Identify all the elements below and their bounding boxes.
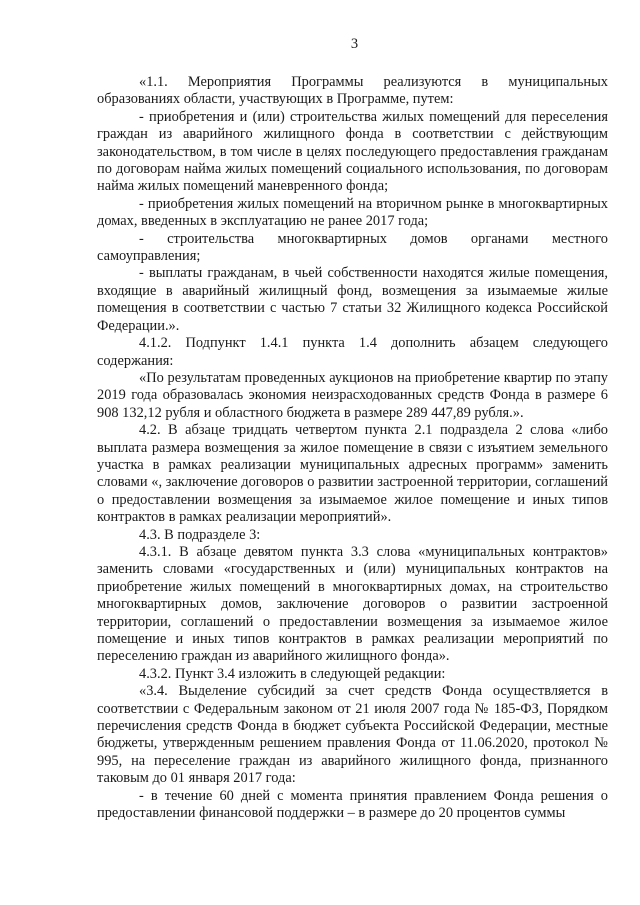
paragraph-4-3: 4.3. В подразделе 3: xyxy=(139,526,261,543)
document-body xyxy=(97,74,608,822)
paragraph-1-1-intro: «1.1. Мероприятия Программы реализуются в муниципальных образованиях области, участвующих в Программе, путем: xyxy=(97,74,608,108)
paragraph-3-4-subsidies: «3.4. Выделение субсидий за счет средств Фонда осуществляется в соответствии с Федеральным законом от 21 июля 2007 года № 185-ФЗ, Порядком перечисления средств Фонда в бюджет субъекта Российской Федерации, местные бюджеты, утвержденным решением правления Фонда от 11.06.2020, протокол № 995, на переселение граждан из аварийного жилищного фонда, признанного таковым до 01 января 2017 года: xyxy=(97,683,608,787)
paragraph-4-2: 4.2. В абзаце тридцать четвертом пункта 2.1 подраздела 2 слова «либо выплата размера возмещения за жилое помещение в связи с изъятием земельного участка в рамках реализации муниципальных адресных программ» заменить словами «, заключение договоров о развитии застроенной территории, соглашений о предоставлении возмещения за изымаемое жилое помещение и иных типов контрактов в рамках реализации мероприятий». xyxy=(97,422,608,526)
paragraph-4-1-2: 4.1.2. Подпункт 1.4.1 пункта 1.4 дополнить абзацем следующего содержания: xyxy=(97,335,608,369)
page-number: 3 xyxy=(350,36,359,52)
paragraph-bullet-60-days: - в течение 60 дней с момента принятия правлением Фонда решения о предоставлении финансовой поддержки – в размере до 20 процентов суммы xyxy=(97,787,608,822)
paragraph-bullet-secondary-market: - приобретения жилых помещений на вторичном рынке в многоквартирных домах, введенных в эксплуатацию не ранее 2017 года; xyxy=(97,195,608,230)
paragraph-bullet-acquisition-construction: - приобретения и (или) строительства жилых помещений для переселения граждан из аварийного жилищного фонда в соответствии с действующим законодательством, в том числе в целях последующего предоставления гражданам по договорам найма жилых помещений социального использования, по договорам найма жилых помещений маневренного фонда; xyxy=(97,108,608,195)
paragraph-4-3-1: 4.3.1. В абзаце девятом пункта 3.3 слова «муниципальных контрактов» заменить словами «государственных и (или) муниципальных контрактов на приобретение жилых помещений в многоквартирных домах, на строительство многоквартирных домов, заключение договоров о развитии застроенной территории, соглашений о предоставлении возмещения за изымаемое жилое помещение и иных типов контрактов в рамках реализации мероприятий по переселению граждан из аварийного жилищного фонда». xyxy=(97,543,608,665)
paragraph-bullet-compensation-payments: - выплаты гражданам, в чьей собственности находятся жилые помещения, входящие в аварийный жилищный фонд, возмещения за изымаемые жилые помещения в соответствии с частью 7 статьи 32 Жилищного кодекса Российской Федерации.». xyxy=(97,265,608,334)
paragraph-bullet-municipal-construction: - строительства многоквартирных домов органами местного самоуправления; xyxy=(97,230,608,265)
paragraph-4-3-2: 4.3.2. Пункт 3.4 изложить в следующей редакции: xyxy=(139,665,446,682)
paragraph-savings-quote: «По результатам проведенных аукционов на приобретение квартир по этапу 2019 года образовалась экономия неизрасходованных средств Фонда в размере 6 908 132,12 рубля и областного бюджета в размере 289 447,89 рубля.». xyxy=(97,369,608,421)
